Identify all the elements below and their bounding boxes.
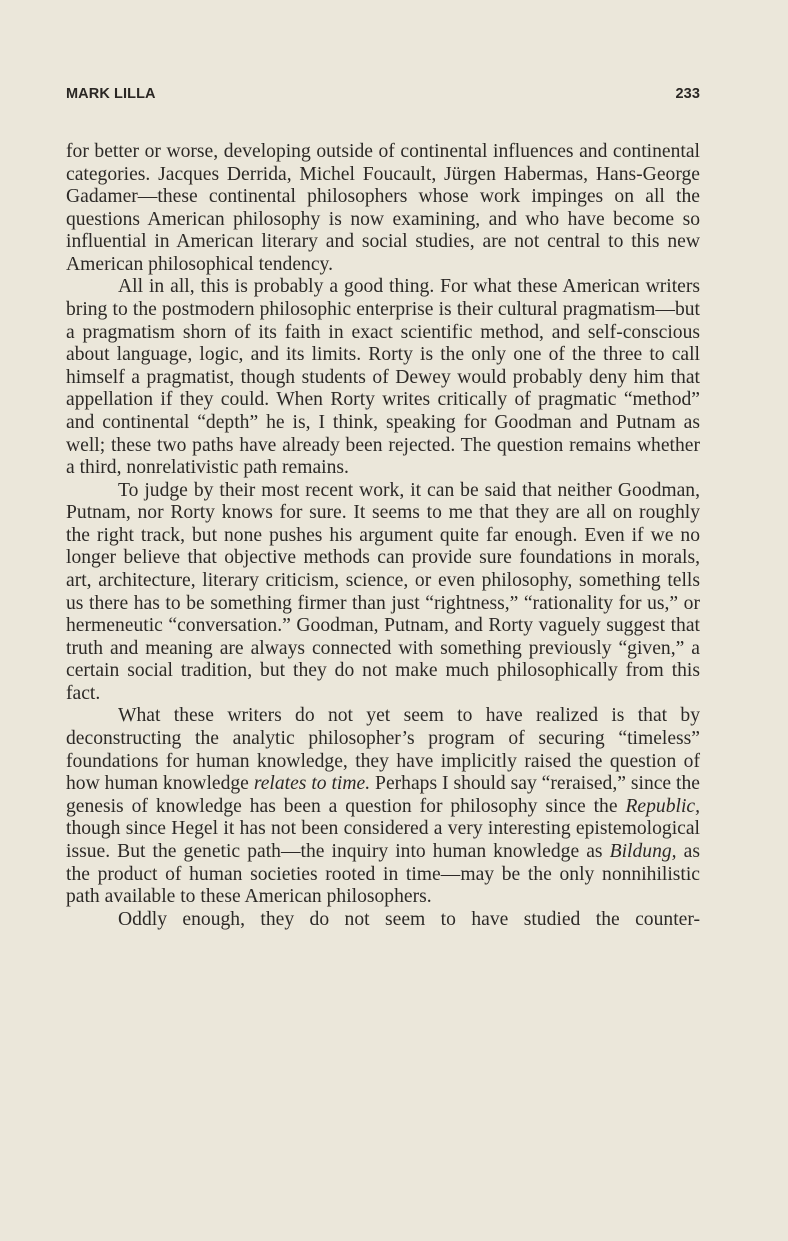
text-run: To judge by their most recent work, it can be said that neither Goodman, Putnam, nor Rorty knows for sure. It seems to me that they are all on roughly the right track, but none pushes his argument quite far enough. Even if we no longer believe that objective methods can provide sure foundations in morals, art, architecture, literary criticism, science, or even philosophy, something tells us there has to be something firmer than just “rightness,” “rationality for us,” or hermeneutic “conversation.” Goodman, Putnam, and Rorty vaguely suggest that truth and meaning are always connected with something previously “given,” a certain social tradition, but they do not make much philosophically from this fact. (66, 479, 700, 704)
running-head (66, 86, 700, 106)
body-text (66, 141, 700, 931)
paragraph (66, 909, 700, 932)
running-head-author: MARK LILLA (66, 86, 156, 102)
italic-text: Bildung, (609, 840, 677, 862)
paragraph (66, 705, 700, 908)
text-run: Oddly enough, they do not seem to have studied the counter- (118, 908, 700, 930)
italic-text: Republic, (625, 795, 700, 817)
text-run: All in all, this is probably a good thing. For what these American writers bring to the postmodern philosophic enterprise is their cultural pragmatism—but a pragmatism shorn of its faith in exact scientific method, and self-conscious about language, logic, and its limits. Rorty is the only one of the three to call himself a pragmatist, though students of Dewey would probably deny him that appellation if they could. When Rorty writes critically of pragmatic “method” and continental “depth” he is, I think, speaking for Goodman and Putnam as well; these two paths have already been rejected. The question remains whether a third, nonrelativistic path remains. (66, 276, 700, 479)
text-run: What these writers do not yet seem to have realized is that by deconstructing the analytic philosopher’s program of securing “timeless” foundations for human knowledge, they have implicitly raised the question of how human knowledge (66, 705, 700, 795)
italic-text: relates to time. (253, 773, 371, 795)
text-run: though since Hegel it has not been considered a very interesting epistemological issue. But the genetic path—the inquiry into human knowledge as (66, 818, 700, 862)
page-number: 233 (675, 86, 700, 102)
text-run: as the product of human societies rooted in time—may be the only nonnihilistic path available to these American philosophers. (66, 840, 700, 908)
text-run: Perhaps I should say “reraised,” since the genesis of knowledge has been a question for philosophy since the (66, 773, 700, 817)
paragraph (66, 141, 700, 276)
text-run: for better or worse, developing outside of continental influences and continental categories. Jacques Derrida, Michel Foucault, Jürgen Habermas, Hans-George Gadamer—these continental philosophers whose work impinges on all the questions American philosophy is now examining, and who have become so influential in American literary and social studies, are not central to this new American philosophical tendency. (66, 141, 700, 275)
paragraph (66, 276, 700, 479)
paragraph (66, 480, 700, 706)
